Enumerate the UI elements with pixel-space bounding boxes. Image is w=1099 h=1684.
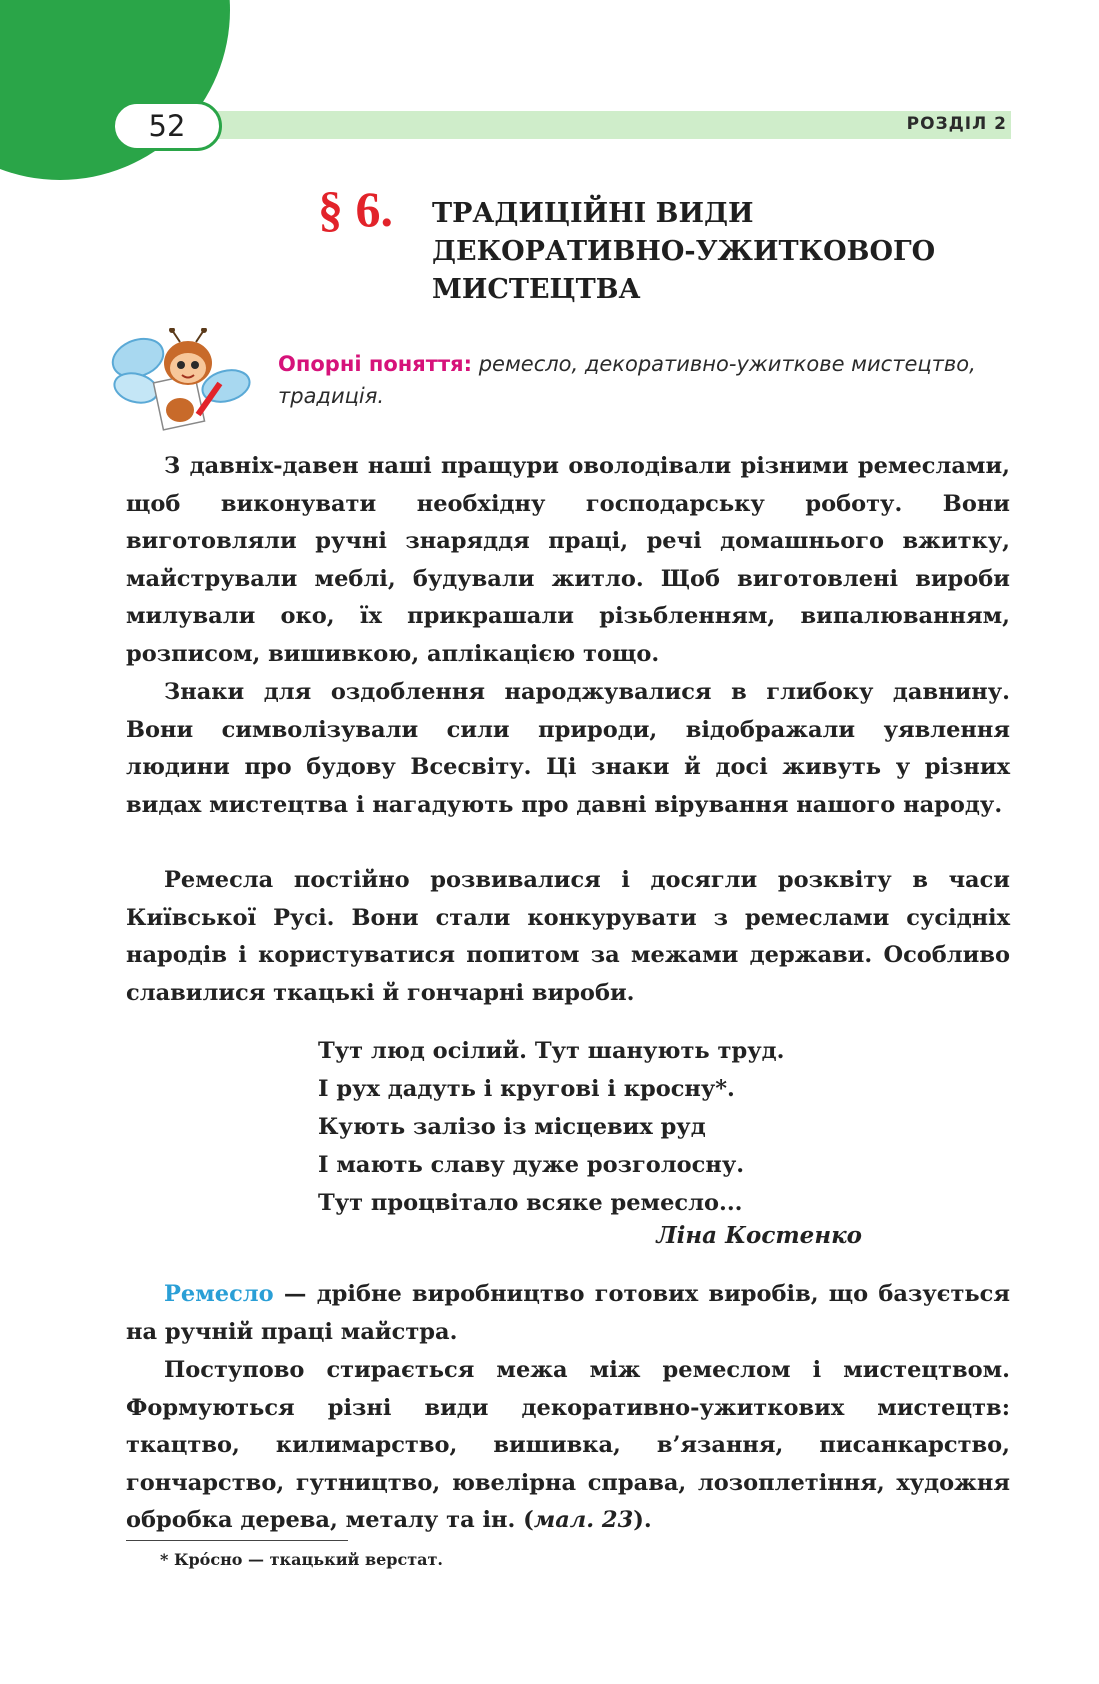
poem-line: І мають славу дуже розголосну. [318, 1152, 745, 1178]
key-concepts [278, 348, 1008, 412]
section-label: РОЗДІЛ 2 [906, 114, 1007, 134]
footnote: * Кро́сно — ткацький верстат. [160, 1550, 443, 1569]
closing-paragraph [126, 1352, 1010, 1540]
definition-text: — дрібне виробництво готових виробів, що базується на ручній праці майстра. [126, 1281, 1010, 1345]
poem-line: Тут люд осілий. Тут шанують труд. [318, 1038, 785, 1064]
chapter-title [432, 195, 992, 309]
header-band [150, 111, 1011, 139]
poem-author: Ліна Костенко [656, 1222, 862, 1249]
poem-line: І рух дадуть і кругові і кросну*. [318, 1076, 735, 1102]
poem-line: Тут процвітало всяке ремесло... [318, 1190, 743, 1216]
paragraph: Ремесла постійно розвивалися і досягли розквіту в часи Київської Русі. Вони стали конкурувати з ремеслами сусідніх народів і користуватися попитом за межами держави. Особливо славилися ткацькі й гончарні вироби. [126, 867, 1010, 1006]
title-line: МИСТЕЦТВА [432, 274, 641, 305]
footnote-divider [126, 1540, 348, 1541]
title-line: ТРАДИЦІЙНІ ВИДИ [432, 198, 754, 229]
poem-line: Кують залізо із місцевих руд [318, 1114, 706, 1140]
poem [318, 1032, 878, 1222]
bee-mascot-icon [108, 328, 258, 438]
key-concepts-label: Опорні поняття: [278, 352, 472, 376]
corner-decoration [0, 0, 230, 180]
paragraph: Знаки для оздоблення народжувалися в глибоку давнину. Вони символізували сили природи, відображали уявлення людини про будову Всесвіту. Ці знаки й досі живуть у різних видах мистецтва і нагадують про давні вірування нашого народу. [126, 679, 1010, 818]
definition-term: Ремесло [164, 1281, 274, 1307]
closing-end: ). [633, 1507, 652, 1533]
page-number: 52 [112, 101, 222, 151]
figure-reference: мал. 23 [533, 1507, 634, 1533]
definition [126, 1276, 1010, 1351]
closing-text: Поступово стирається межа між ремеслом і мистецтвом. Формуються різні види декоративно-ужиткових мистецтв: ткацтво, килимарство, вишивка, в’язання, писанкарство, гончарство, гутництво, ювелірна справа, лозоплетіння, художня обробка дерева, металу та ін. ( [126, 1357, 1010, 1533]
section-number: § 6. [318, 181, 393, 237]
paragraph: З давніх-давен наші пращури оволодівали різними ремеслами, щоб виконувати необхідну господарську роботу. Вони виготовляли ручні знаряддя праці, речі домашнього вжитку, майстрували меблі, будували житло. Щоб виготовлені вироби милували око, їх прикрашали різьбленням, випалюванням, розписом, вишивкою, аплікацією тощо. [126, 453, 1010, 667]
title-line: ДЕКОРАТИВНО-УЖИТКОВОГО [432, 236, 936, 267]
key-concepts-text: ремесло, декоративно-ужиткове мистецтво, традиція. [278, 352, 976, 408]
